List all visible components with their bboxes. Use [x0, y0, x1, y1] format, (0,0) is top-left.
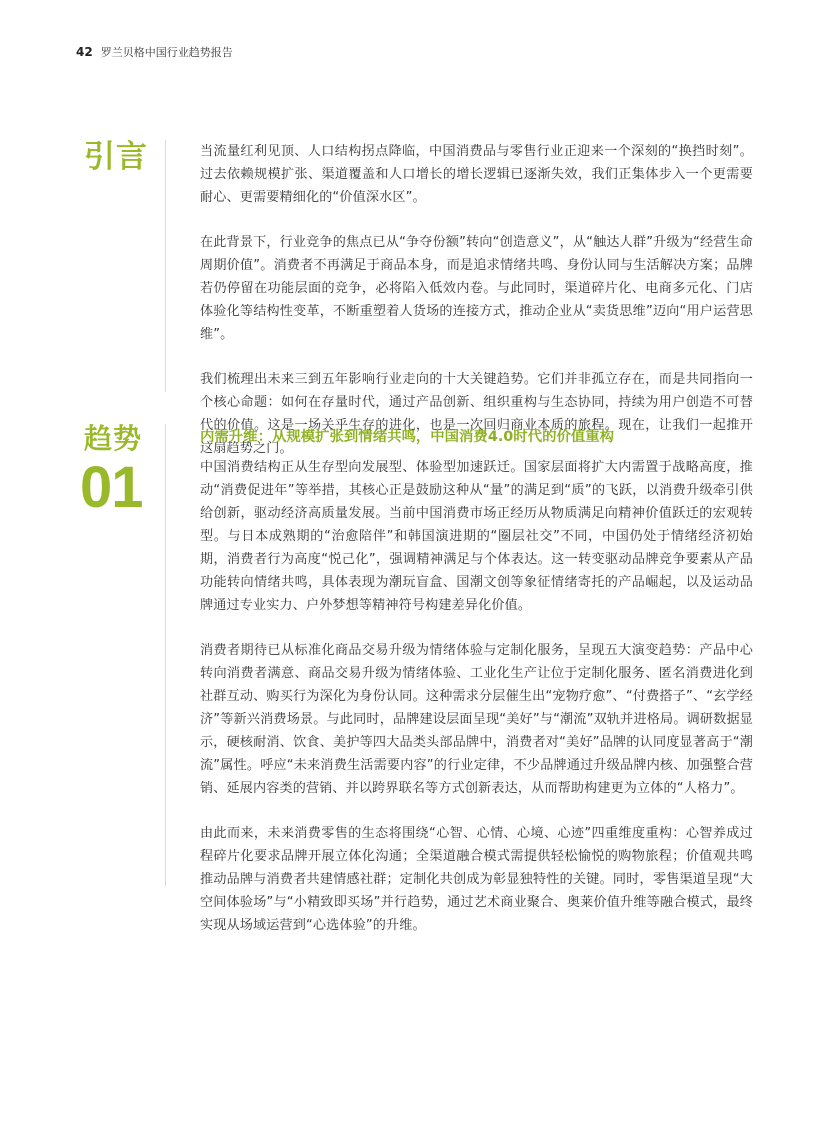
- intro-paragraph-1: 当流量红利见顶、人口结构拐点降临，中国消费品与零售行业正迎来一个深刻的“换挡时刻”。过去依赖规模扩张、渠道覆盖和人口增长的增长逻辑已逐渐失效，我们正集体步入一个更需要耐心、更需要精细化的“价值深水区”。: [200, 144, 753, 205]
- trend-text: [200, 456, 753, 937]
- intro-paragraph-2: 在此背景下，行业竞争的焦点已从“争夺份额”转向“创造意义”，从“触达人群”升级为“经营生命周期价值”。消费者不再满足于商品本身，而是追求情绪共鸣、身份认同与生活解决方案；品牌若仍停留在功能层面的竞争，必将陷入低效内卷。与此同时，渠道碎片化、电商多元化、门店体验化等结构性变革，不断重塑着人货场的连接方式，推动企业从“卖货思维”迈向“用户运营思维”。: [200, 235, 753, 342]
- trend-divider: [165, 424, 166, 886]
- intro-text: [200, 140, 753, 460]
- trend-paragraph-3: 由此而来，未来消费零售的生态将围绕“心智、心情、心境、心迹”四重维度重构：心智养成过程碎片化要求品牌开展立体化沟通；全渠道融合模式需提供轻松愉悦的购物旅程；价值观共鸣推动品牌与消费者共建情感社群；定制化共创成为彰显独特性的关键。同时，零售渠道呈现“大空间体验场”与“小精致即买场”并行趋势，通过艺术商业聚合、奥莱价值升维等融合模式，最终实现从场域运营到“心选体验”的升维。: [200, 826, 753, 933]
- trend-paragraph-1: 中国消费结构正从生存型向发展型、体验型加速跃迁。国家层面将扩大内需置于战略高度，推动“消费促进年”等举措，其核心正是鼓励这种从“量”的满足到“质”的飞跃，以消费升级牵引供给创新，驱动经济高质量发展。当前中国消费市场正经历从物质满足向精神价值跃迁的宏观转型。与日本成熟期的“治愈陪伴”和韩国演进期的“圈层社交”不同，中国仍处于情绪经济初始期，消费者行为高度“悦己化”，强调精神满足与个体表达。这一转变驱动品牌竞争要素从产品功能转向情绪共鸣，具体表现为潮玩盲盒、国潮文创等象征情绪寄托的产品崛起，以及运动品牌通过专业实力、户外梦想等精神符号构建差异化价值。: [200, 460, 753, 613]
- trend-label: 趋势: [84, 422, 143, 455]
- page-number: 42: [76, 45, 93, 59]
- running-header: [76, 44, 233, 60]
- intro-divider: [165, 140, 166, 392]
- intro-label: 引言: [84, 139, 148, 175]
- report-title: 罗兰贝格中国行业趋势报告: [100, 46, 233, 59]
- intro-paragraph-3: 我们梳理出未来三到五年影响行业走向的十大关键趋势。它们并非孤立存在，而是共同指向一个核心命题：如何在存量时代，通过产品创新、组织重构与生态协同，持续为用户创造不可替代的价值。这是一场关乎生存的进化，也是一次回归商业本质的旅程。现在，让我们一起推开这扇趋势之门。: [200, 372, 753, 456]
- trend-heading: 内需升维：从规模扩张到情绪共鸣，中国消费4.0时代的价值重构: [200, 429, 615, 445]
- trend-number: 01: [80, 455, 143, 520]
- trend-paragraph-2: 消费者期待已从标准化商品交易升级为情绪体验与定制化服务，呈现五大演变趋势：产品中心转向消费者满意、商品交易升级为情绪体验、工业化生产让位于定制化服务、匿名消费进化到社群互动、购买行为深化为身份认同。这种需求分层催生出“宠物疗愈”、“付费搭子”、“玄学经济”等新兴消费场景。与此同时，品牌建设层面呈现“美好”与“潮流”双轨并进格局。调研数据显示，硬核耐消、饮食、美护等四大品类头部品牌中，消费者对“美好”品牌的认同度显著高于“潮流”属性。呼应“未来消费生活需要内容”的行业定律，不少品牌通过升级品牌内核、加强整合营销、延展内容类的营销、并以跨界联名等方式创新表达，从而帮助构建更为立体的“人格力”。: [200, 643, 753, 796]
